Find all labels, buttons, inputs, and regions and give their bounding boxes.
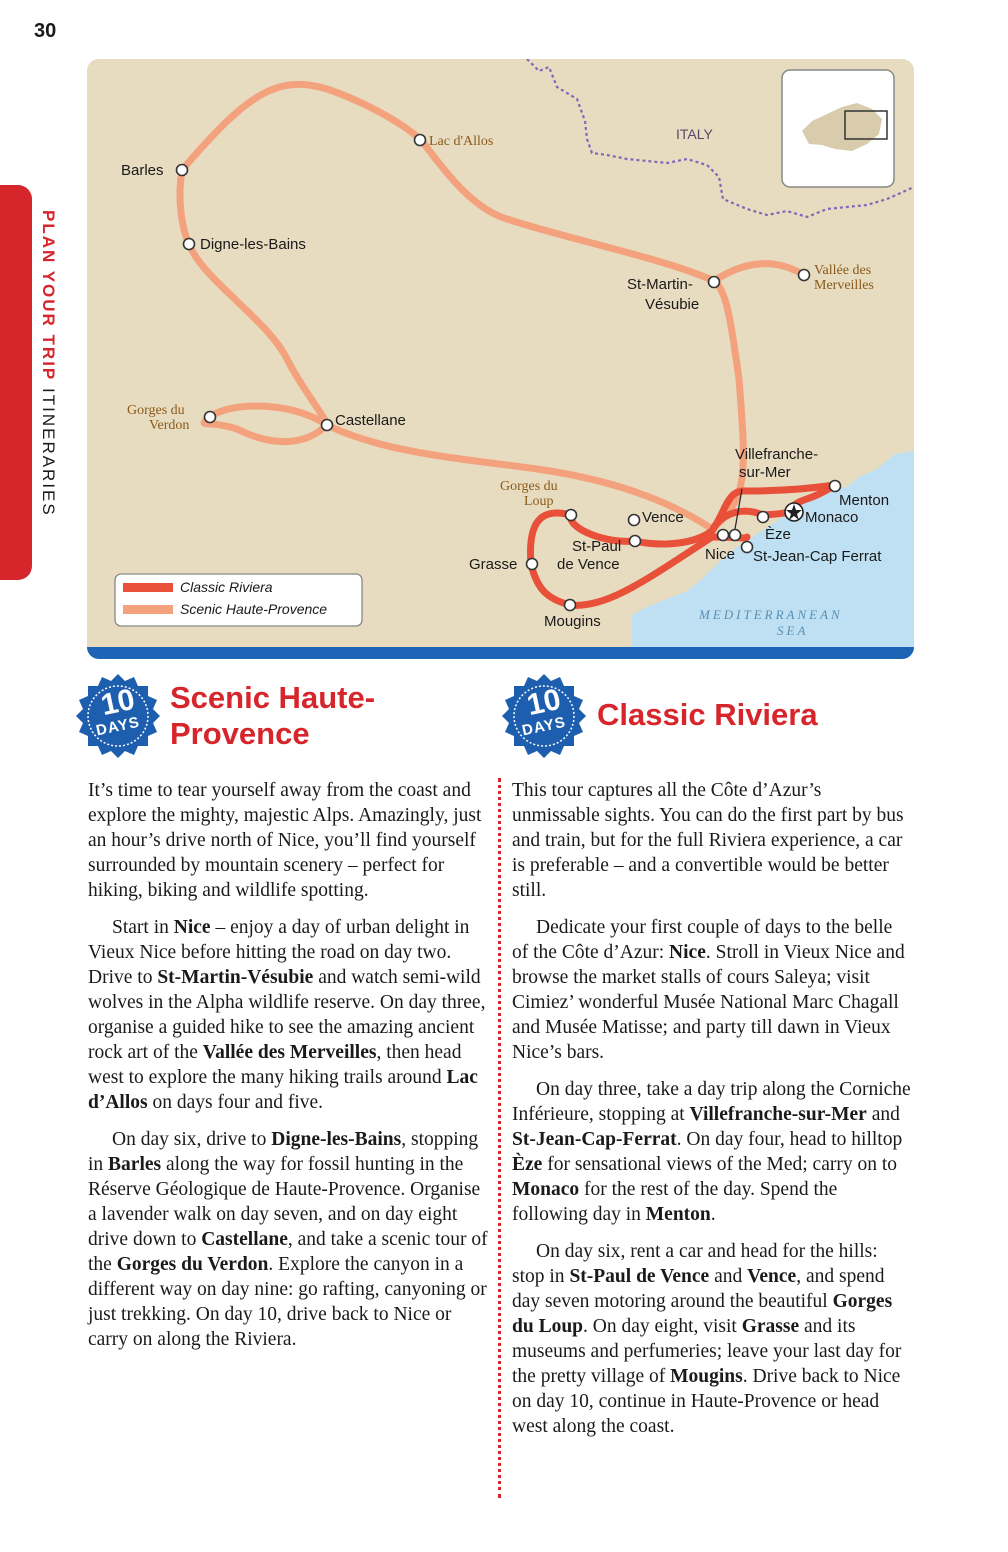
left-title-line2: Provence (170, 716, 310, 751)
chapter-label (38, 210, 58, 517)
marker-gorges-verdon (205, 412, 216, 423)
column-divider (498, 778, 501, 1498)
label-gorges-loup-1: Gorges du (500, 479, 558, 494)
marker-castellane (322, 420, 333, 431)
right-paragraph: On day six, rent a car and head for the hills: stop in St-Paul de Vence and Vence, and spend day seven motoring around the beautiful Gorges du Loup. On day eight, visit Grasse and its museums and perfumeries; leave your last day for the pretty village of Mougins. Drive back to Nice on day 10, continue in Haute-Provence or head west along the coast. (512, 1241, 902, 1437)
right-paragraph: Dedicate your first couple of days to the belle of the Côte d’Azur: Nice. Stroll in Vieux Nice and browse the market stalls of cours Saleya; visit Cimiez’ wonderful Musée National Marc Chagall and Musée Matisse; and party till dawn in Vieux Nice’s bars. (512, 917, 905, 1063)
label-mougins: Mougins (544, 613, 601, 630)
marker-lac-dallos (415, 135, 426, 146)
left-paragraph: Start in Nice – enjoy a day of urban delight in Vieux Nice before hitting the road on day two. Drive to St-Martin-Vésubie and watch semi-wild wolves in the Alpha wildlife reserve. On day three, organise a guided hike to see the amazing ancient rock art of the Vallée des Merveilles, then head west to explore the many hiking trails around Lac d’Allos on days four and five. (88, 917, 486, 1113)
left-duration-badge (74, 672, 162, 760)
marker-mougins (565, 600, 576, 611)
legend-scenic-label: Scenic Haute-Provence (180, 601, 328, 617)
label-villefranche-2: sur-Mer (739, 464, 791, 481)
label-italy: ITALY (676, 126, 713, 142)
label-menton: Menton (839, 492, 890, 509)
label-st-martin-1: St-Martin- (627, 276, 693, 293)
label-gorges-verdon-1: Gorges du (127, 403, 185, 418)
label-st-paul-1: St-Paul (572, 538, 622, 555)
right-duration-badge (500, 672, 588, 760)
marker-digne (184, 239, 195, 250)
label-sea-1: MEDITERRANEAN (699, 607, 843, 622)
label-grasse: Grasse (469, 556, 518, 573)
label-vallee-1: Vallée des (814, 263, 872, 278)
left-badge-number: 10 (98, 682, 138, 723)
section-name: PLAN YOUR TRIP (39, 210, 58, 382)
marker-villefranche (730, 530, 741, 541)
chapter-name: ITINERARIES (39, 388, 58, 517)
marker-eze (758, 512, 769, 523)
monaco-star-icon (785, 503, 803, 521)
label-gorges-verdon-2: Verdon (149, 418, 190, 433)
left-column-text (88, 778, 488, 1364)
label-vallee-2: Merveilles (814, 278, 874, 293)
label-digne: Digne-les-Bains (200, 236, 306, 253)
label-castellane: Castellane (335, 412, 406, 429)
label-monaco: Monaco (805, 509, 859, 526)
right-column-text (512, 778, 912, 1451)
label-gorges-loup-2: Loup (524, 494, 554, 509)
label-st-paul-2: de Vence (557, 556, 620, 573)
label-vence: Vence (642, 509, 684, 526)
label-sea-2: SEA (777, 623, 809, 638)
page-number: 30 (34, 20, 57, 42)
label-lac-dallos: Lac d'Allos (429, 134, 494, 149)
inset-map (782, 70, 894, 187)
label-nice: Nice (705, 546, 736, 563)
legend-classic-swatch (123, 583, 173, 592)
right-badge-unit: DAYS (520, 713, 568, 740)
chapter-tab (0, 185, 32, 580)
marker-st-jean (742, 542, 753, 553)
left-paragraph: It’s time to tear yourself away from the coast and explore the mighty, majestic Alps. Amazingly, just an hour’s drive north of Nice, you’ll find yourself surrounded by mountain scenery – perfect for hiking, biking and wildlife spotting. (88, 780, 482, 901)
legend-scenic-swatch (123, 605, 173, 614)
label-barles: Barles (121, 162, 164, 179)
label-villefranche-1: Villefranche- (735, 446, 819, 463)
label-eze: Èze (765, 526, 791, 543)
right-paragraph: On day three, take a day trip along the Corniche Inférieure, stopping at Villefranche-sur-Mer and St-Jean-Cap-Ferrat. On day four, head to hilltop Èze for sensational views of the Med; carry on to Monaco for the rest of the day. Spend the following day in Menton. (512, 1079, 911, 1225)
marker-nice (718, 530, 729, 541)
label-st-martin-2: Vésubie (645, 296, 700, 313)
left-section-title (170, 680, 375, 752)
map-legend (115, 574, 362, 626)
right-section-title: Classic Riviera (597, 697, 818, 732)
marker-st-paul (630, 536, 641, 547)
label-st-jean: St-Jean-Cap Ferrat (753, 548, 882, 565)
route-map (87, 59, 914, 659)
marker-barles (177, 165, 188, 176)
marker-gorges-loup (566, 510, 577, 521)
left-badge-unit: DAYS (94, 713, 142, 740)
marker-vence (629, 515, 640, 526)
right-paragraph: This tour captures all the Côte d’Azur’s unmissable sights. You can do the first part by bus and train, but for the full Riviera experience, a car is preferable – and a convertible would be better still. (512, 780, 904, 901)
marker-grasse (527, 559, 538, 570)
marker-st-martin (709, 277, 720, 288)
left-title-line1: Scenic Haute- (170, 680, 376, 715)
marker-menton (830, 481, 841, 492)
left-paragraph: On day six, drive to Digne-les-Bains, stopping in Barles along the way for fossil hunting in the Réserve Géologique de Haute-Provence. Organise a lavender walk on day seven, and on day eight drive down to Castellane, and take a scenic tour of the Gorges du Verdon. Explore the canyon in a different way on day nine: go rafting, canyoning or just trekking. On day 10, drive back to Nice or carry on along the Riviera. (88, 1129, 488, 1350)
legend-classic-label: Classic Riviera (180, 579, 273, 595)
right-badge-number: 10 (524, 682, 564, 723)
marker-vallee (799, 270, 810, 281)
